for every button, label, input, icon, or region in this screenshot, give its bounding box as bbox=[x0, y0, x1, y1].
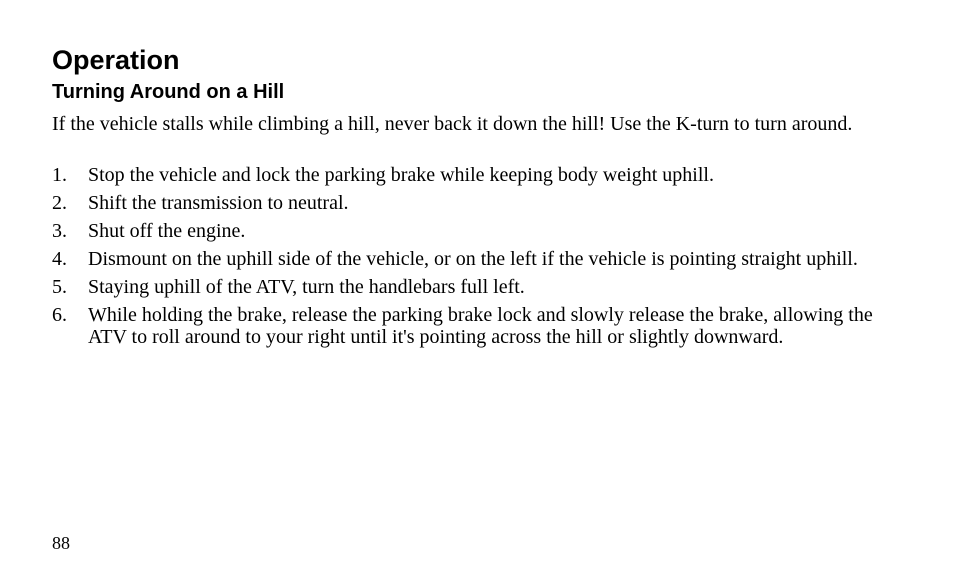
step-item bbox=[52, 192, 892, 214]
intro-paragraph: If the vehicle stalls while climbing a hill, never back it down the hill! Use the K-turn to turn around. bbox=[52, 113, 853, 135]
step-item bbox=[52, 304, 892, 348]
page-title: Operation bbox=[52, 45, 180, 75]
step-item bbox=[52, 220, 892, 242]
step-item bbox=[52, 276, 892, 298]
step-text: Stop the vehicle and lock the parking brake while keeping body weight uphill. bbox=[88, 164, 714, 186]
step-number: 4. bbox=[52, 248, 67, 270]
step-item bbox=[52, 248, 892, 270]
step-text: Staying uphill of the ATV, turn the handlebars full left. bbox=[88, 276, 525, 298]
step-text: Shut off the engine. bbox=[88, 220, 246, 242]
steps-list bbox=[52, 164, 892, 354]
step-item bbox=[52, 164, 892, 186]
step-text: Dismount on the uphill side of the vehicle, or on the left if the vehicle is pointing straight uphill. bbox=[88, 248, 858, 270]
page-number: 88 bbox=[52, 533, 70, 553]
step-number: 1. bbox=[52, 164, 67, 186]
step-number: 6. bbox=[52, 304, 67, 326]
step-number: 3. bbox=[52, 220, 67, 242]
step-number: 5. bbox=[52, 276, 67, 298]
step-number: 2. bbox=[52, 192, 67, 214]
section-title: Turning Around on a Hill bbox=[52, 81, 285, 103]
step-text: While holding the brake, release the parking brake lock and slowly release the brake, allowing the ATV to roll around to your right until it's pointing across the hill or slightly downward. bbox=[88, 304, 873, 348]
step-text: Shift the transmission to neutral. bbox=[88, 192, 349, 214]
